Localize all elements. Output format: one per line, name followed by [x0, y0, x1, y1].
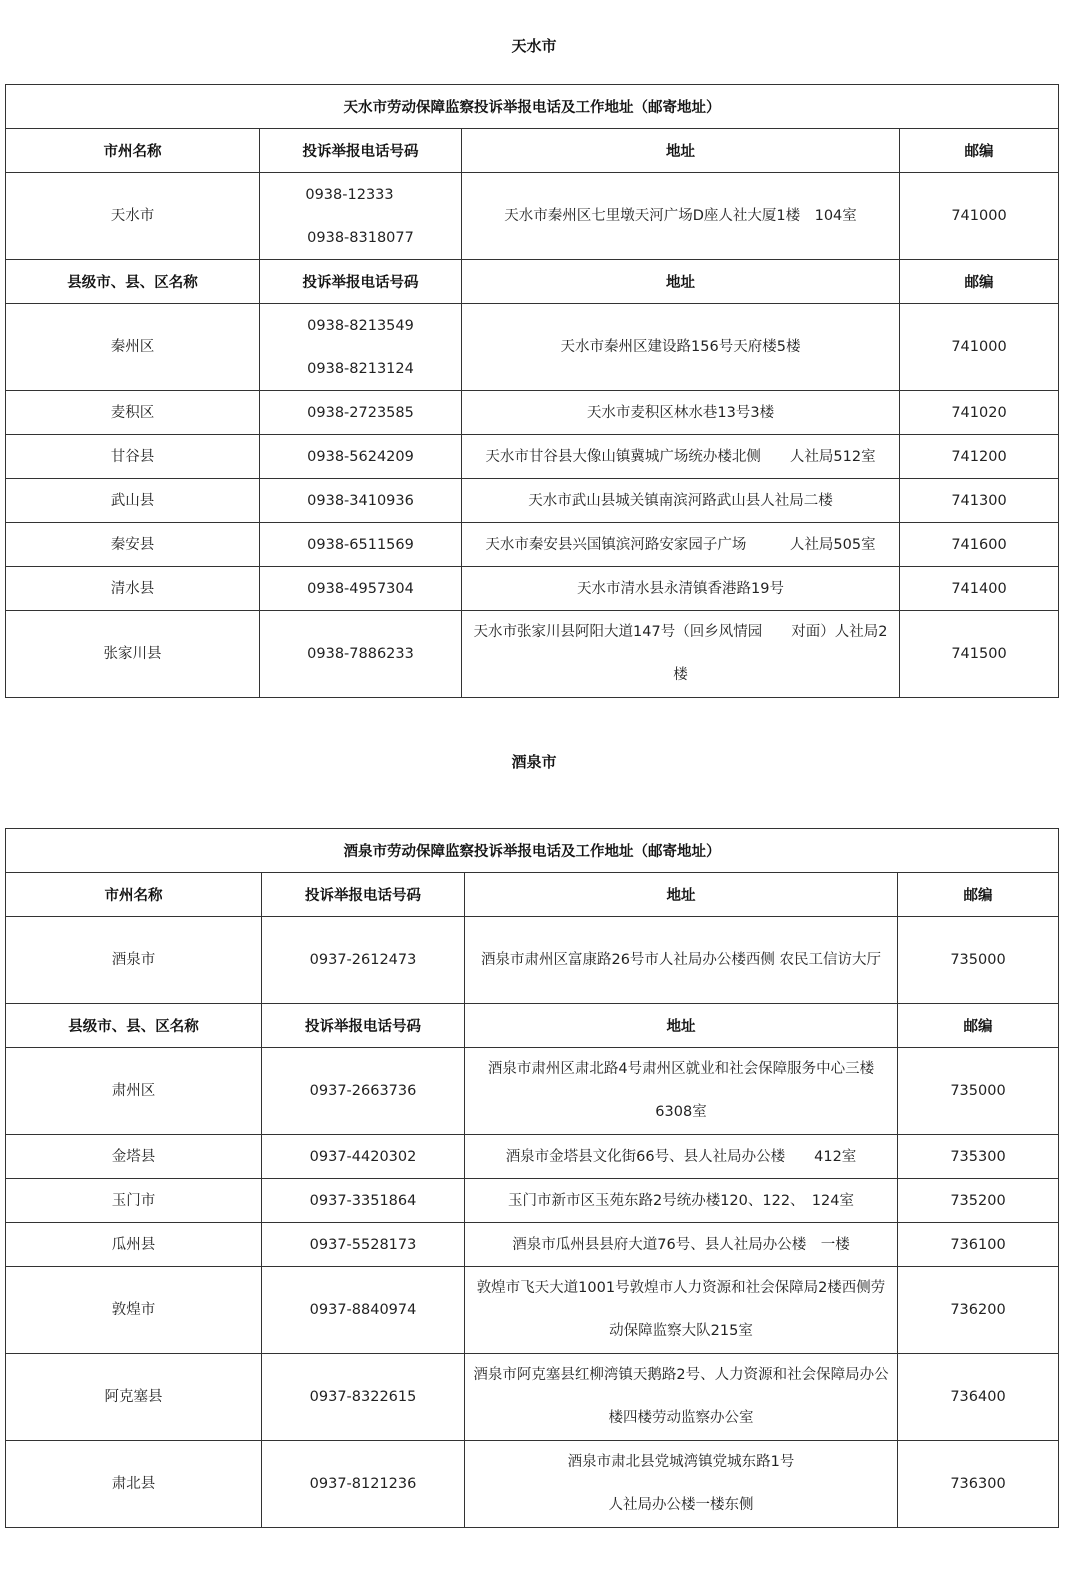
- address-cell: [465, 1354, 898, 1441]
- phone-number: 0938-7886233: [260, 611, 462, 698]
- postcode-cell: 736200: [898, 1267, 1059, 1354]
- region-name: 天水市: [6, 173, 260, 260]
- column-header-address: 地址: [462, 260, 900, 304]
- column-header-postcode: 邮编: [900, 260, 1059, 304]
- address-text: 天水市张家川县阿阳大道147号（回乡风情园 对面）人社局2楼: [473, 624, 888, 683]
- column-header-postcode: 邮编: [898, 873, 1059, 917]
- table-row: [6, 523, 1059, 567]
- address-cell: 天水市甘谷县大像山镇冀城广场统办楼北侧 人社局512室: [462, 435, 900, 479]
- table-row: [6, 391, 1059, 435]
- table-row: [6, 1223, 1059, 1267]
- postcode-cell: 735000: [898, 917, 1059, 1004]
- region-name: 麦积区: [6, 391, 260, 435]
- region-name: 敦煌市: [6, 1267, 262, 1354]
- address-cell: [465, 1267, 898, 1354]
- column-header-address: 地址: [462, 129, 900, 173]
- address-cell: 玉门市新市区玉苑东路2号统办楼120、122、 124室: [465, 1179, 898, 1223]
- phone-number: 0938-8213124: [307, 360, 414, 377]
- phone-number: 0938-8213549: [307, 317, 414, 334]
- postcode-cell: 735300: [898, 1135, 1059, 1179]
- region-name: 清水县: [6, 567, 260, 611]
- table-caption: 酒泉市劳动保障监察投诉举报电话及工作地址（邮寄地址）: [6, 829, 1059, 873]
- address-cell: 天水市武山县城关镇南滨河路武山县人社局二楼: [462, 479, 900, 523]
- postcode-cell: 736400: [898, 1354, 1059, 1441]
- phone-number: 0938-3410936: [260, 479, 462, 523]
- region-name: 酒泉市: [6, 917, 262, 1004]
- phone-number: 0937-8121236: [262, 1441, 465, 1528]
- address-cell: [465, 1048, 898, 1135]
- table-row: [6, 1135, 1059, 1179]
- postcode-cell: 735000: [898, 1048, 1059, 1135]
- region-name: 玉门市: [6, 1179, 262, 1223]
- address-cell: [465, 1441, 898, 1528]
- phone-number: 0937-5528173: [262, 1223, 465, 1267]
- table-row: [6, 611, 1059, 698]
- phone-number: 0938-6511569: [260, 523, 462, 567]
- address-cell: 天水市秦州区建设路156号天府楼5楼: [462, 304, 900, 391]
- postcode-cell: 741300: [900, 479, 1059, 523]
- address-cell: 天水市清水县永清镇香港路19号: [462, 567, 900, 611]
- column-header-phone: 投诉举报电话号码: [262, 873, 465, 917]
- postcode-cell: 741020: [900, 391, 1059, 435]
- table-row: [6, 173, 1059, 260]
- address-text: 酒泉市肃州区富康路26号市人社局办公楼西侧 农民工信访大厅: [480, 951, 882, 968]
- postcode-cell: 741600: [900, 523, 1059, 567]
- region-name: 武山县: [6, 479, 260, 523]
- region-name: 瓜州县: [6, 1223, 262, 1267]
- phone-number: 0937-2663736: [262, 1048, 465, 1135]
- postcode-cell: 741200: [900, 435, 1059, 479]
- column-header-address: 地址: [465, 1004, 898, 1048]
- city-title-jiuquan: 酒泉市: [511, 753, 557, 771]
- table-row: [6, 479, 1059, 523]
- postcode-cell: 736100: [898, 1223, 1059, 1267]
- column-header-postcode: 邮编: [900, 129, 1059, 173]
- postcode-cell: 741400: [900, 567, 1059, 611]
- address-cell: 酒泉市金塔县文化街66号、县人社局办公楼 412室: [465, 1135, 898, 1179]
- table-row: [6, 304, 1059, 391]
- postcode-cell: 735200: [898, 1179, 1059, 1223]
- postcode-cell: 736300: [898, 1441, 1059, 1528]
- table-row: [6, 567, 1059, 611]
- address-cell: 天水市秦州区七里墩天河广场D座人社大厦1楼 104室: [462, 173, 900, 260]
- column-header-address: 地址: [465, 873, 898, 917]
- address-cell: [462, 611, 900, 698]
- address-cell: 天水市麦积区林水巷13号3楼: [462, 391, 900, 435]
- table-row: [6, 1354, 1059, 1441]
- phone-number: 0937-3351864: [262, 1179, 465, 1223]
- postcode-cell: 741000: [900, 304, 1059, 391]
- phone-number: 0937-2612473: [262, 917, 465, 1004]
- phone-number: 0938-2723585: [260, 391, 462, 435]
- phone-number: 0938-4957304: [260, 567, 462, 611]
- column-header-county-name: 县级市、县、区名称: [6, 260, 260, 304]
- region-name: 金塔县: [6, 1135, 262, 1179]
- city-title-tianshui: 天水市: [511, 37, 557, 55]
- region-name: 肃州区: [6, 1048, 262, 1135]
- phone-number: 0938-12333: [305, 186, 394, 203]
- postcode-cell: 741000: [900, 173, 1059, 260]
- phone-cell: [260, 173, 462, 260]
- address-cell: [465, 917, 898, 1004]
- phone-number: 0937-8840974: [262, 1267, 465, 1354]
- column-header-city-name: 市州名称: [6, 873, 262, 917]
- address-text: 酒泉市阿克塞县红柳湾镇天鹅路2号、人力资源和社会保障局办公楼四楼劳动监察办公室: [473, 1367, 889, 1426]
- address-text: 酒泉市肃北县党城湾镇党城东路1号 人社局办公楼一楼东侧: [567, 1454, 795, 1513]
- column-header-phone: 投诉举报电话号码: [262, 1004, 465, 1048]
- address-text: 敦煌市飞天大道1001号敦煌市人力资源和社会保障局2楼西侧劳动保障监察大队215室: [476, 1280, 886, 1339]
- table-row: [6, 1267, 1059, 1354]
- table-row: [6, 1441, 1059, 1528]
- table-caption: 天水市劳动保障监察投诉举报电话及工作地址（邮寄地址）: [6, 85, 1059, 129]
- table-row: [6, 435, 1059, 479]
- address-text: 酒泉市肃州区肃北路4号肃州区就业和社会保障服务中心三楼6308室: [487, 1061, 875, 1120]
- contact-table-jiuquan: [5, 828, 1059, 1528]
- phone-number: 0938-5624209: [260, 435, 462, 479]
- column-header-county-name: 县级市、县、区名称: [6, 1004, 262, 1048]
- phone-number: 0937-4420302: [262, 1135, 465, 1179]
- address-cell: 天水市秦安县兴国镇滨河路安家园子广场 人社局505室: [462, 523, 900, 567]
- region-name: 肃北县: [6, 1441, 262, 1528]
- region-name: 阿克塞县: [6, 1354, 262, 1441]
- contact-table-tianshui: [5, 84, 1059, 698]
- phone-number: 0938-8318077: [307, 229, 414, 246]
- region-name: 秦州区: [6, 304, 260, 391]
- phone-number: 0937-8322615: [262, 1354, 465, 1441]
- column-header-phone: 投诉举报电话号码: [260, 129, 462, 173]
- table-row: [6, 917, 1059, 1004]
- region-name: 甘谷县: [6, 435, 260, 479]
- column-header-postcode: 邮编: [898, 1004, 1059, 1048]
- column-header-phone: 投诉举报电话号码: [260, 260, 462, 304]
- address-cell: 酒泉市瓜州县县府大道76号、县人社局办公楼 一楼: [465, 1223, 898, 1267]
- region-name: 张家川县: [6, 611, 260, 698]
- postcode-cell: 741500: [900, 611, 1059, 698]
- table-row: [6, 1179, 1059, 1223]
- region-name: 秦安县: [6, 523, 260, 567]
- table-row: [6, 1048, 1059, 1135]
- phone-cell: [260, 304, 462, 391]
- column-header-city-name: 市州名称: [6, 129, 260, 173]
